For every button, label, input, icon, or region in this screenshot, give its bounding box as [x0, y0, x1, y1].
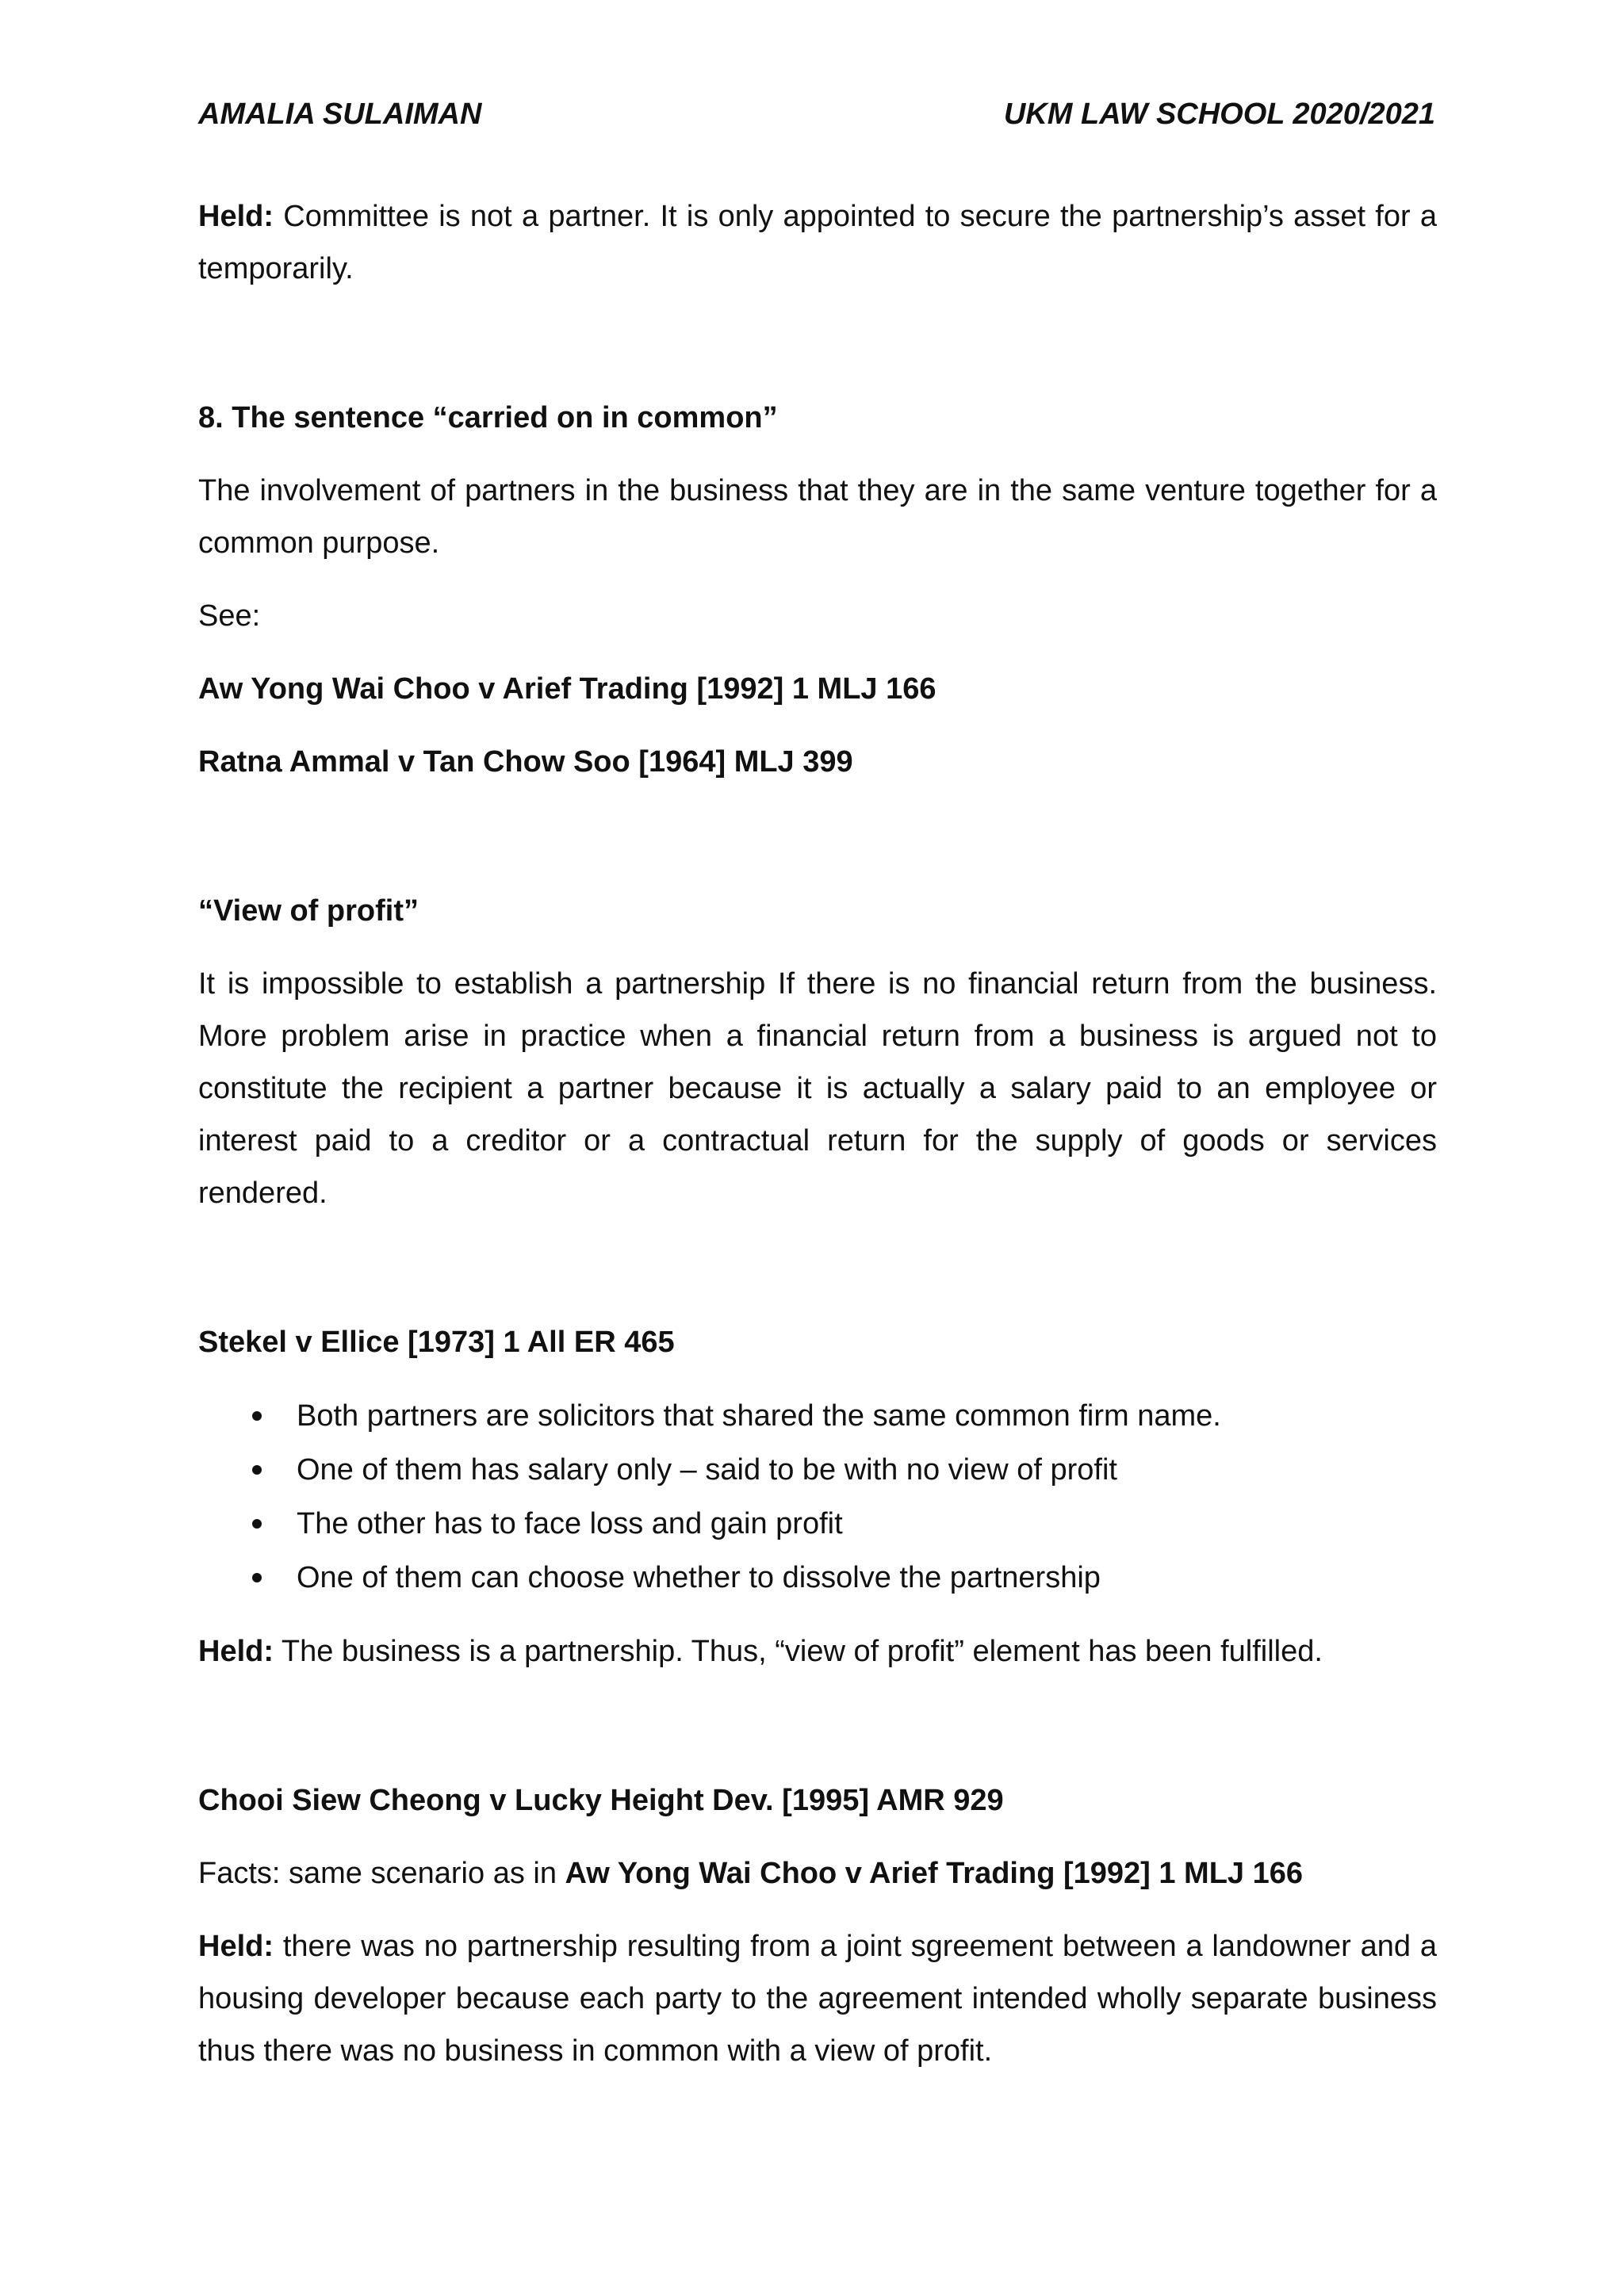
case-citation: Ratna Ammal v Tan Chow Soo [1964] MLJ 399 [198, 745, 853, 779]
list-item-text: The other has to face loss and gain profit [297, 1507, 843, 1540]
list-item [198, 1389, 1437, 1443]
section-body: The involvement of partners in the business that they are in the same venture together for a common purpose. [198, 474, 1437, 560]
list-item [198, 1443, 1437, 1497]
bullet-icon [252, 1411, 262, 1421]
list-item-text: One of them can choose whether to dissolve the partnership [297, 1561, 1101, 1594]
held-label: Held: [198, 200, 274, 233]
bullet-icon [252, 1465, 262, 1475]
page-header [198, 95, 1435, 133]
held-paragraph [198, 1920, 1437, 2077]
held-text: there was no partnership resulting from a joint sgreement between a landowner and a housing developer because each party to the agreement intended wholly separate business thus there was no business in common with a view of profit. [198, 1930, 1437, 2068]
list-item [198, 1497, 1437, 1551]
case-heading: Stekel v Ellice [1973] 1 All ER 465 [198, 1326, 675, 1359]
section-heading: “View of profit” [198, 894, 419, 928]
section-heading: 8. The sentence “carried on in common” [198, 401, 778, 434]
spacer [198, 809, 1437, 885]
spacer [198, 316, 1437, 392]
held-text: The business is a partnership. Thus, “view of profit” element has been fulfilled. [274, 1635, 1323, 1668]
facts-prefix: Facts: same scenario as in [198, 1857, 565, 1890]
list-item [198, 1551, 1437, 1605]
spacer [198, 1240, 1437, 1316]
facts-paragraph [198, 1847, 1437, 1900]
case-heading: Chooi Siew Cheong v Lucky Height Dev. [1995] AMR 929 [198, 1784, 1004, 1817]
held-paragraph [198, 1625, 1437, 1678]
spacer [198, 1698, 1437, 1774]
list-item-text: Both partners are solicitors that shared the same common firm name. [297, 1399, 1221, 1433]
bullet-icon [252, 1519, 262, 1529]
header-author: AMALIA SULAIMAN [198, 98, 482, 131]
see-label: See: [198, 599, 261, 633]
bullet-icon [252, 1573, 262, 1582]
list-item-text: One of them has salary only – said to be with no view of profit [297, 1453, 1117, 1487]
facts-case: Aw Yong Wai Choo v Arief Trading [1992] 1 MLJ 166 [565, 1857, 1304, 1890]
page-content [198, 190, 1437, 2098]
held-label: Held: [198, 1635, 274, 1668]
header-school: UKM LAW SCHOOL 2020/2021 [1003, 98, 1435, 131]
case-citation: Aw Yong Wai Choo v Arief Trading [1992] 1 MLJ 166 [198, 672, 936, 706]
held-text: Committee is not a partner. It is only appointed to secure the partnership’s asset for a temporarily. [198, 200, 1437, 285]
bullet-list [198, 1389, 1437, 1605]
section-body: It is impossible to establish a partnership If there is no financial return from the business. More problem arise in practice when a financial return from a business is argued not to constitute the recipient a partner because it is actually a salary paid to an employee or interest paid to a creditor or a contractual return for the supply of goods or services rendered. [198, 967, 1437, 1210]
held-label: Held: [198, 1930, 274, 1963]
held-paragraph [198, 190, 1437, 295]
